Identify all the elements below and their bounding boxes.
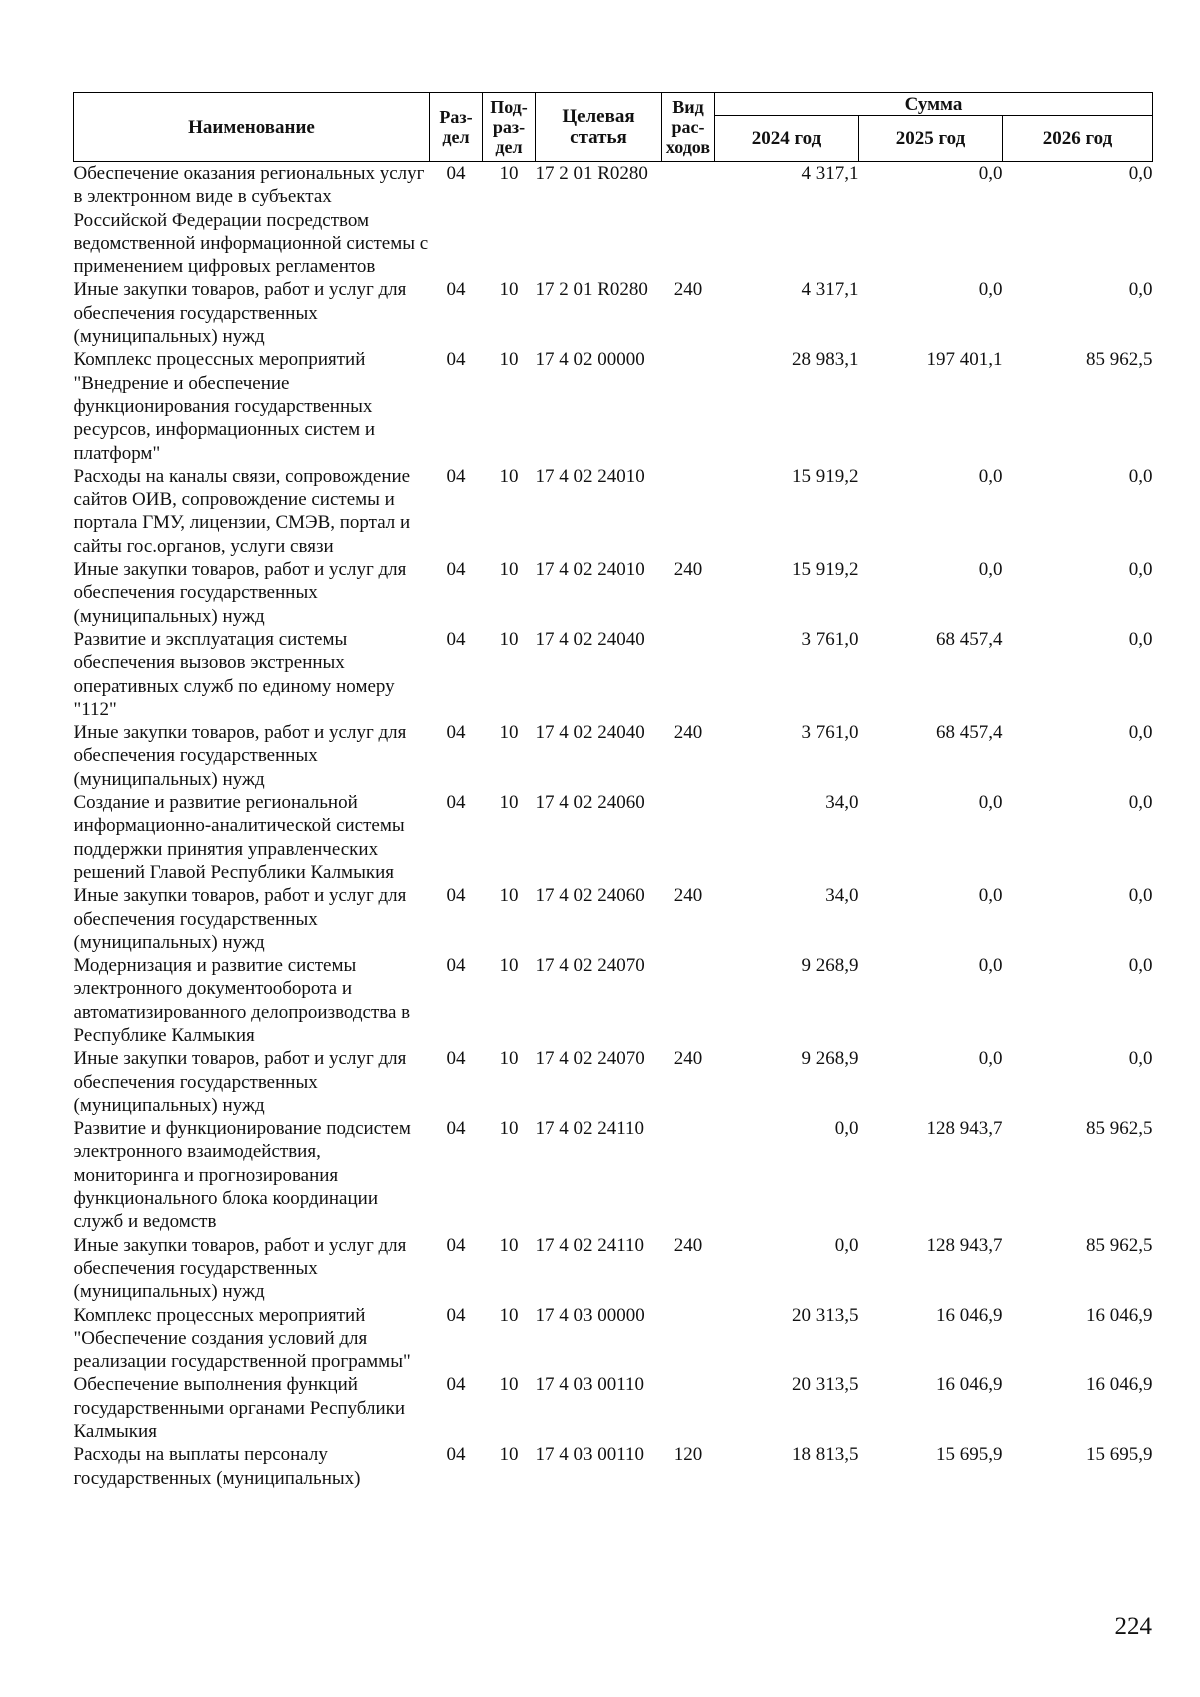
table-row (74, 884, 1153, 954)
row-sum-2025: 0,0 (978, 955, 1003, 977)
row-podrazdel: 10 (499, 1374, 519, 1396)
row-target: 17 4 02 00000 (535, 349, 645, 371)
row-sum-2026: 0,0 (1128, 279, 1153, 301)
header-vid: Вид рас- ходов (662, 93, 715, 162)
row-razdel: 04 (446, 1374, 466, 1396)
budget-table (73, 92, 1153, 1490)
row-sum-2024: 0,0 (834, 1118, 859, 1140)
row-sum-2025: 0,0 (978, 792, 1003, 814)
row-vid: 240 (673, 559, 703, 581)
row-sum-2024: 34,0 (825, 885, 859, 907)
header-name: Наименование (74, 93, 430, 162)
row-target: 17 4 02 24040 (535, 628, 645, 650)
row-vid (662, 954, 715, 1047)
row-target: 17 4 03 00110 (535, 1374, 645, 1396)
table-row (74, 558, 1153, 628)
row-vid (662, 465, 715, 558)
row-vid (662, 791, 715, 884)
table-row (74, 1234, 1153, 1304)
row-sum-2025: 128 943,7 (926, 1118, 1003, 1140)
header-podrazdel: Под- раз- дел (483, 93, 536, 162)
row-sum-2026: 0,0 (1128, 722, 1153, 744)
row-sum-2025: 68 457,4 (936, 628, 1003, 650)
row-sum-2024: 4 317,1 (801, 279, 859, 301)
row-target: 17 4 02 24060 (535, 792, 645, 814)
row-podrazdel: 10 (499, 163, 519, 184)
row-podrazdel: 10 (499, 349, 519, 371)
row-name: Обеспечение выполнения функций государственными органами Республики Калмыкия (73, 1374, 406, 1443)
row-sum-2024: 20 313,5 (792, 1374, 859, 1396)
row-target: 17 4 02 24040 (535, 722, 645, 744)
row-name: Иные закупки товаров, работ и услуг для обеспечения государственных (муниципальных) нужд (73, 722, 407, 790)
row-target: 17 2 01 R0280 (535, 163, 648, 184)
row-name: Создание и развитие региональной информационно-аналитической системы поддержки принятия управленческих решений Главой Республики Калмыкия (73, 792, 405, 883)
row-vid: 240 (673, 885, 703, 907)
row-sum-2026: 0,0 (1128, 955, 1153, 977)
row-razdel: 04 (446, 349, 466, 371)
row-podrazdel: 10 (499, 1304, 519, 1326)
header-year-2024: 2024 год (715, 116, 859, 162)
table-row (74, 721, 1153, 791)
row-podrazdel: 10 (499, 1234, 519, 1256)
row-razdel: 04 (446, 279, 466, 301)
row-razdel: 04 (446, 465, 466, 487)
row-name: Обеспечение оказания региональных услуг в электронном виде в субъектах Российской Федерации посредством ведомственной информационной системы с применением цифровых регламентов (73, 163, 429, 278)
row-podrazdel: 10 (499, 955, 519, 977)
table-row (74, 628, 1153, 721)
table-row (74, 278, 1153, 348)
row-sum-2026: 0,0 (1128, 559, 1153, 581)
row-razdel: 04 (446, 722, 466, 744)
row-razdel: 04 (446, 885, 466, 907)
row-podrazdel: 10 (499, 279, 519, 301)
row-sum-2024: 3 761,0 (801, 722, 859, 744)
table-row (74, 1047, 1153, 1117)
row-razdel: 04 (446, 1048, 466, 1070)
row-vid: 240 (673, 722, 703, 744)
row-sum-2025: 15 695,9 (936, 1444, 1003, 1466)
row-sum-2025: 128 943,7 (926, 1234, 1003, 1256)
row-sum-2025: 0,0 (978, 1048, 1003, 1070)
row-sum-2026: 0,0 (1128, 1048, 1153, 1070)
row-razdel: 04 (446, 559, 466, 581)
row-sum-2026: 0,0 (1128, 792, 1153, 814)
row-sum-2024: 28 983,1 (792, 349, 859, 371)
row-sum-2024: 4 317,1 (801, 163, 859, 184)
row-razdel: 04 (446, 955, 466, 977)
row-target: 17 4 02 24060 (535, 885, 645, 907)
row-name: Модернизация и развитие системы электронного документооборота и автоматизированного делопроизводства в Республике Калмыкия (73, 955, 411, 1046)
table-row (74, 791, 1153, 884)
row-vid (662, 628, 715, 721)
row-razdel: 04 (446, 163, 466, 184)
row-name: Иные закупки товаров, работ и услуг для обеспечения государственных (муниципальных) нужд (73, 885, 407, 953)
row-target: 17 4 02 24070 (535, 955, 645, 977)
row-sum-2025: 197 401,1 (926, 349, 1003, 371)
row-sum-2026: 85 962,5 (1086, 1234, 1153, 1256)
budget-page (73, 92, 1152, 1490)
row-sum-2024: 15 919,2 (792, 559, 859, 581)
row-vid: 120 (673, 1444, 703, 1466)
row-razdel: 04 (446, 792, 466, 814)
header-summa: Сумма (715, 93, 1153, 116)
page-number: 224 (1114, 1613, 1152, 1640)
row-sum-2026: 16 046,9 (1086, 1374, 1153, 1396)
row-podrazdel: 10 (499, 885, 519, 907)
row-sum-2025: 0,0 (978, 163, 1003, 184)
row-name: Иные закупки товаров, работ и услуг для обеспечения государственных (муниципальных) нужд (73, 279, 407, 348)
table-header (74, 93, 1153, 162)
row-sum-2026: 0,0 (1128, 163, 1153, 184)
row-sum-2025: 68 457,4 (936, 722, 1003, 744)
header-target: Целевая статья (536, 93, 662, 162)
row-sum-2025: 16 046,9 (936, 1374, 1003, 1396)
table-row (74, 1304, 1153, 1374)
row-razdel: 04 (446, 1444, 466, 1466)
header-year-2026: 2026 год (1003, 116, 1153, 162)
row-podrazdel: 10 (499, 628, 519, 650)
row-podrazdel: 10 (499, 792, 519, 814)
row-name: Развитие и функционирование подсистем электронного взаимодействия, мониторинга и прогнозирования функционального блока координации служб и ведомств (73, 1118, 411, 1233)
row-vid (662, 162, 715, 279)
row-sum-2026: 0,0 (1128, 885, 1153, 907)
row-sum-2025: 0,0 (978, 279, 1003, 301)
table-row (74, 1117, 1153, 1233)
row-sum-2026: 0,0 (1128, 628, 1153, 650)
row-target: 17 4 02 24110 (535, 1118, 645, 1140)
row-sum-2025: 0,0 (978, 465, 1003, 487)
row-name: Иные закупки товаров, работ и услуг для обеспечения государственных (муниципальных) нужд (73, 559, 407, 627)
row-podrazdel: 10 (499, 1444, 519, 1466)
row-razdel: 04 (446, 1304, 466, 1326)
row-vid: 240 (673, 279, 703, 301)
row-sum-2024: 9 268,9 (801, 1048, 859, 1070)
row-podrazdel: 10 (499, 1118, 519, 1140)
table-row (74, 465, 1153, 558)
row-target: 17 4 03 00000 (535, 1304, 645, 1326)
row-target: 17 4 03 00110 (535, 1444, 645, 1466)
table-row (74, 1443, 1153, 1490)
row-name: Комплекс процессных мероприятий "Внедрение и обеспечение функционирования государственных ресурсов, информационных систем и платформ" (73, 349, 376, 464)
row-vid: 240 (673, 1234, 703, 1256)
row-name: Комплекс процессных мероприятий "Обеспечение создания условий для реализации государственной программы" (73, 1304, 411, 1373)
row-sum-2024: 9 268,9 (801, 955, 859, 977)
header-razdel: Раз- дел (430, 93, 483, 162)
table-body (74, 162, 1153, 1490)
row-podrazdel: 10 (499, 1048, 519, 1070)
row-sum-2024: 34,0 (825, 792, 859, 814)
row-razdel: 04 (446, 1234, 466, 1256)
row-sum-2024: 0,0 (834, 1234, 859, 1256)
row-vid (662, 1117, 715, 1233)
row-podrazdel: 10 (499, 465, 519, 487)
row-sum-2026: 16 046,9 (1086, 1304, 1153, 1326)
row-name: Иные закупки товаров, работ и услуг для обеспечения государственных (муниципальных) нужд (73, 1234, 407, 1303)
row-name: Расходы на выплаты персоналу государственных (муниципальных) (73, 1444, 361, 1489)
row-sum-2026: 85 962,5 (1086, 349, 1153, 371)
row-target: 17 4 02 24110 (535, 1234, 645, 1256)
table-row (74, 1373, 1153, 1443)
row-target: 17 4 02 24010 (535, 465, 645, 487)
row-sum-2025: 0,0 (978, 559, 1003, 581)
header-year-2025: 2025 год (859, 116, 1003, 162)
row-vid: 240 (673, 1048, 703, 1070)
row-sum-2024: 18 813,5 (792, 1444, 859, 1466)
row-podrazdel: 10 (499, 559, 519, 581)
row-sum-2025: 0,0 (978, 885, 1003, 907)
row-podrazdel: 10 (499, 722, 519, 744)
row-vid (662, 1304, 715, 1374)
row-name: Иные закупки товаров, работ и услуг для обеспечения государственных (муниципальных) нужд (73, 1048, 407, 1116)
table-row (74, 954, 1153, 1047)
row-sum-2026: 0,0 (1128, 465, 1153, 487)
row-name: Развитие и эксплуатация системы обеспечения вызовов экстренных оперативных служб по единому номеру "112" (73, 628, 395, 720)
row-vid (662, 1373, 715, 1443)
row-sum-2026: 15 695,9 (1086, 1444, 1153, 1466)
table-row (74, 348, 1153, 464)
row-sum-2024: 15 919,2 (792, 465, 859, 487)
row-target: 17 4 02 24010 (535, 559, 645, 581)
row-target: 17 4 02 24070 (535, 1048, 645, 1070)
row-vid (662, 348, 715, 464)
row-razdel: 04 (446, 628, 466, 650)
table-row (74, 162, 1153, 279)
row-name: Расходы на каналы связи, сопровождение сайтов ОИВ, сопровождение системы и портала ГМУ, лицензии, СМЭВ, портал и сайты гос.органов, услуги связи (73, 465, 411, 557)
row-sum-2024: 3 761,0 (801, 628, 859, 650)
row-sum-2025: 16 046,9 (936, 1304, 1003, 1326)
row-sum-2024: 20 313,5 (792, 1304, 859, 1326)
row-razdel: 04 (446, 1118, 466, 1140)
row-sum-2026: 85 962,5 (1086, 1118, 1153, 1140)
row-target: 17 2 01 R0280 (535, 279, 648, 301)
